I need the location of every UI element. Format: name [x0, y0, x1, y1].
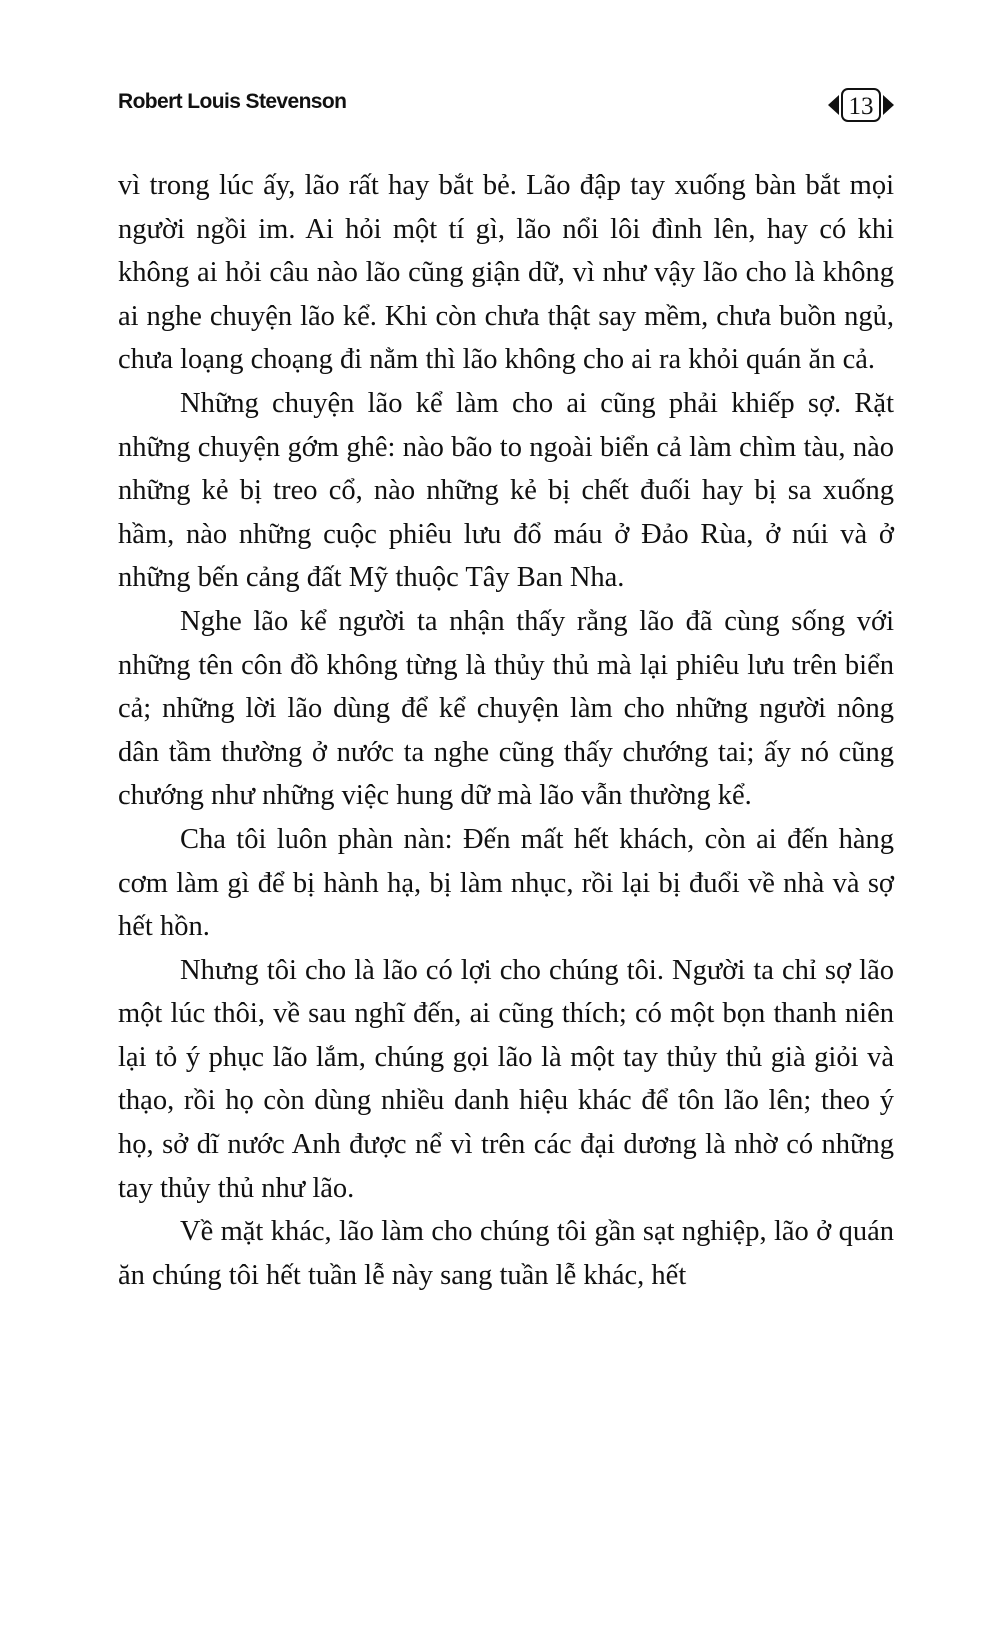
paragraph: vì trong lúc ấy, lão rất hay bắt bẻ. Lão đập tay xuống bàn bắt mọi người ngồi im. Ai hỏi một tí gì, lão nổi lôi đình lên, hay có khi không ai hỏi câu nào lão cũng giận dữ, vì như vậy lão cho là không ai nghe chuyện lão kể. Khi còn chưa thật say mềm, chưa buồn ngủ, chưa loạng choạng đi nằm thì lão không cho ai ra khỏi quán ăn cả. — [118, 170, 894, 376]
running-header — [118, 88, 894, 128]
paragraph: Những chuyện lão kể làm cho ai cũng phải khiếp sợ. Rặt những chuyện gớm ghê: nào bão to ngoài biển cả làm chìm tàu, nào những kẻ bị treo cổ, nào những kẻ bị chết đuối hay bị sa xuống hầm, nào những cuộc phiêu lưu đổ máu ở Đảo Rùa, ở núi và ở những bến cảng đất Mỹ thuộc Tây Ban Nha. — [118, 387, 894, 594]
paragraph: Nghe lão kể người ta nhận thấy rằng lão đã cùng sống với những tên côn đồ không từng là thủy thủ mà lại phiêu lưu trên biển cả; những lời lão dùng để kể chuyện làm cho những người nông dân tầm thường ở nước ta nghe cũng thấy chướng tai; ấy nó cũng chướng như những việc hung dữ mà lão vẫn thường kể. — [118, 605, 894, 812]
arrow-left-icon — [828, 95, 839, 115]
body-text — [118, 164, 894, 1297]
paragraph: Nhưng tôi cho là lão có lợi cho chúng tôi. Người ta chỉ sợ lão một lúc thôi, về sau nghĩ đến, ai cũng thích; có một bọn thanh niên lại tỏ ý phục lão lắm, chúng gọi lão là một tay thủy thủ già giỏi và thạo, rồi họ còn dùng nhiều danh hiệu khác để tôn lão lên; theo ý họ, sở dĩ nước Anh được nể vì trên các đại dương là nhờ có những tay thủy thủ như lão. — [118, 954, 894, 1204]
paragraph: Cha tôi luôn phàn nàn: Đến mất hết khách, còn ai đến hàng cơm làm gì để bị hành hạ, bị làm nhục, rồi lại bị đuổi về nhà và sợ hết hồn. — [118, 823, 894, 943]
page-number-badge — [828, 86, 894, 124]
paragraph: Về mặt khác, lão làm cho chúng tôi gần sạt nghiệp, lão ở quán ăn chúng tôi hết tuần lễ này sang tuần lễ khác, hết — [118, 1216, 894, 1291]
author-name: Robert Louis Stevenson — [118, 90, 347, 113]
page-number: 13 — [841, 88, 881, 122]
arrow-right-icon — [883, 95, 894, 115]
